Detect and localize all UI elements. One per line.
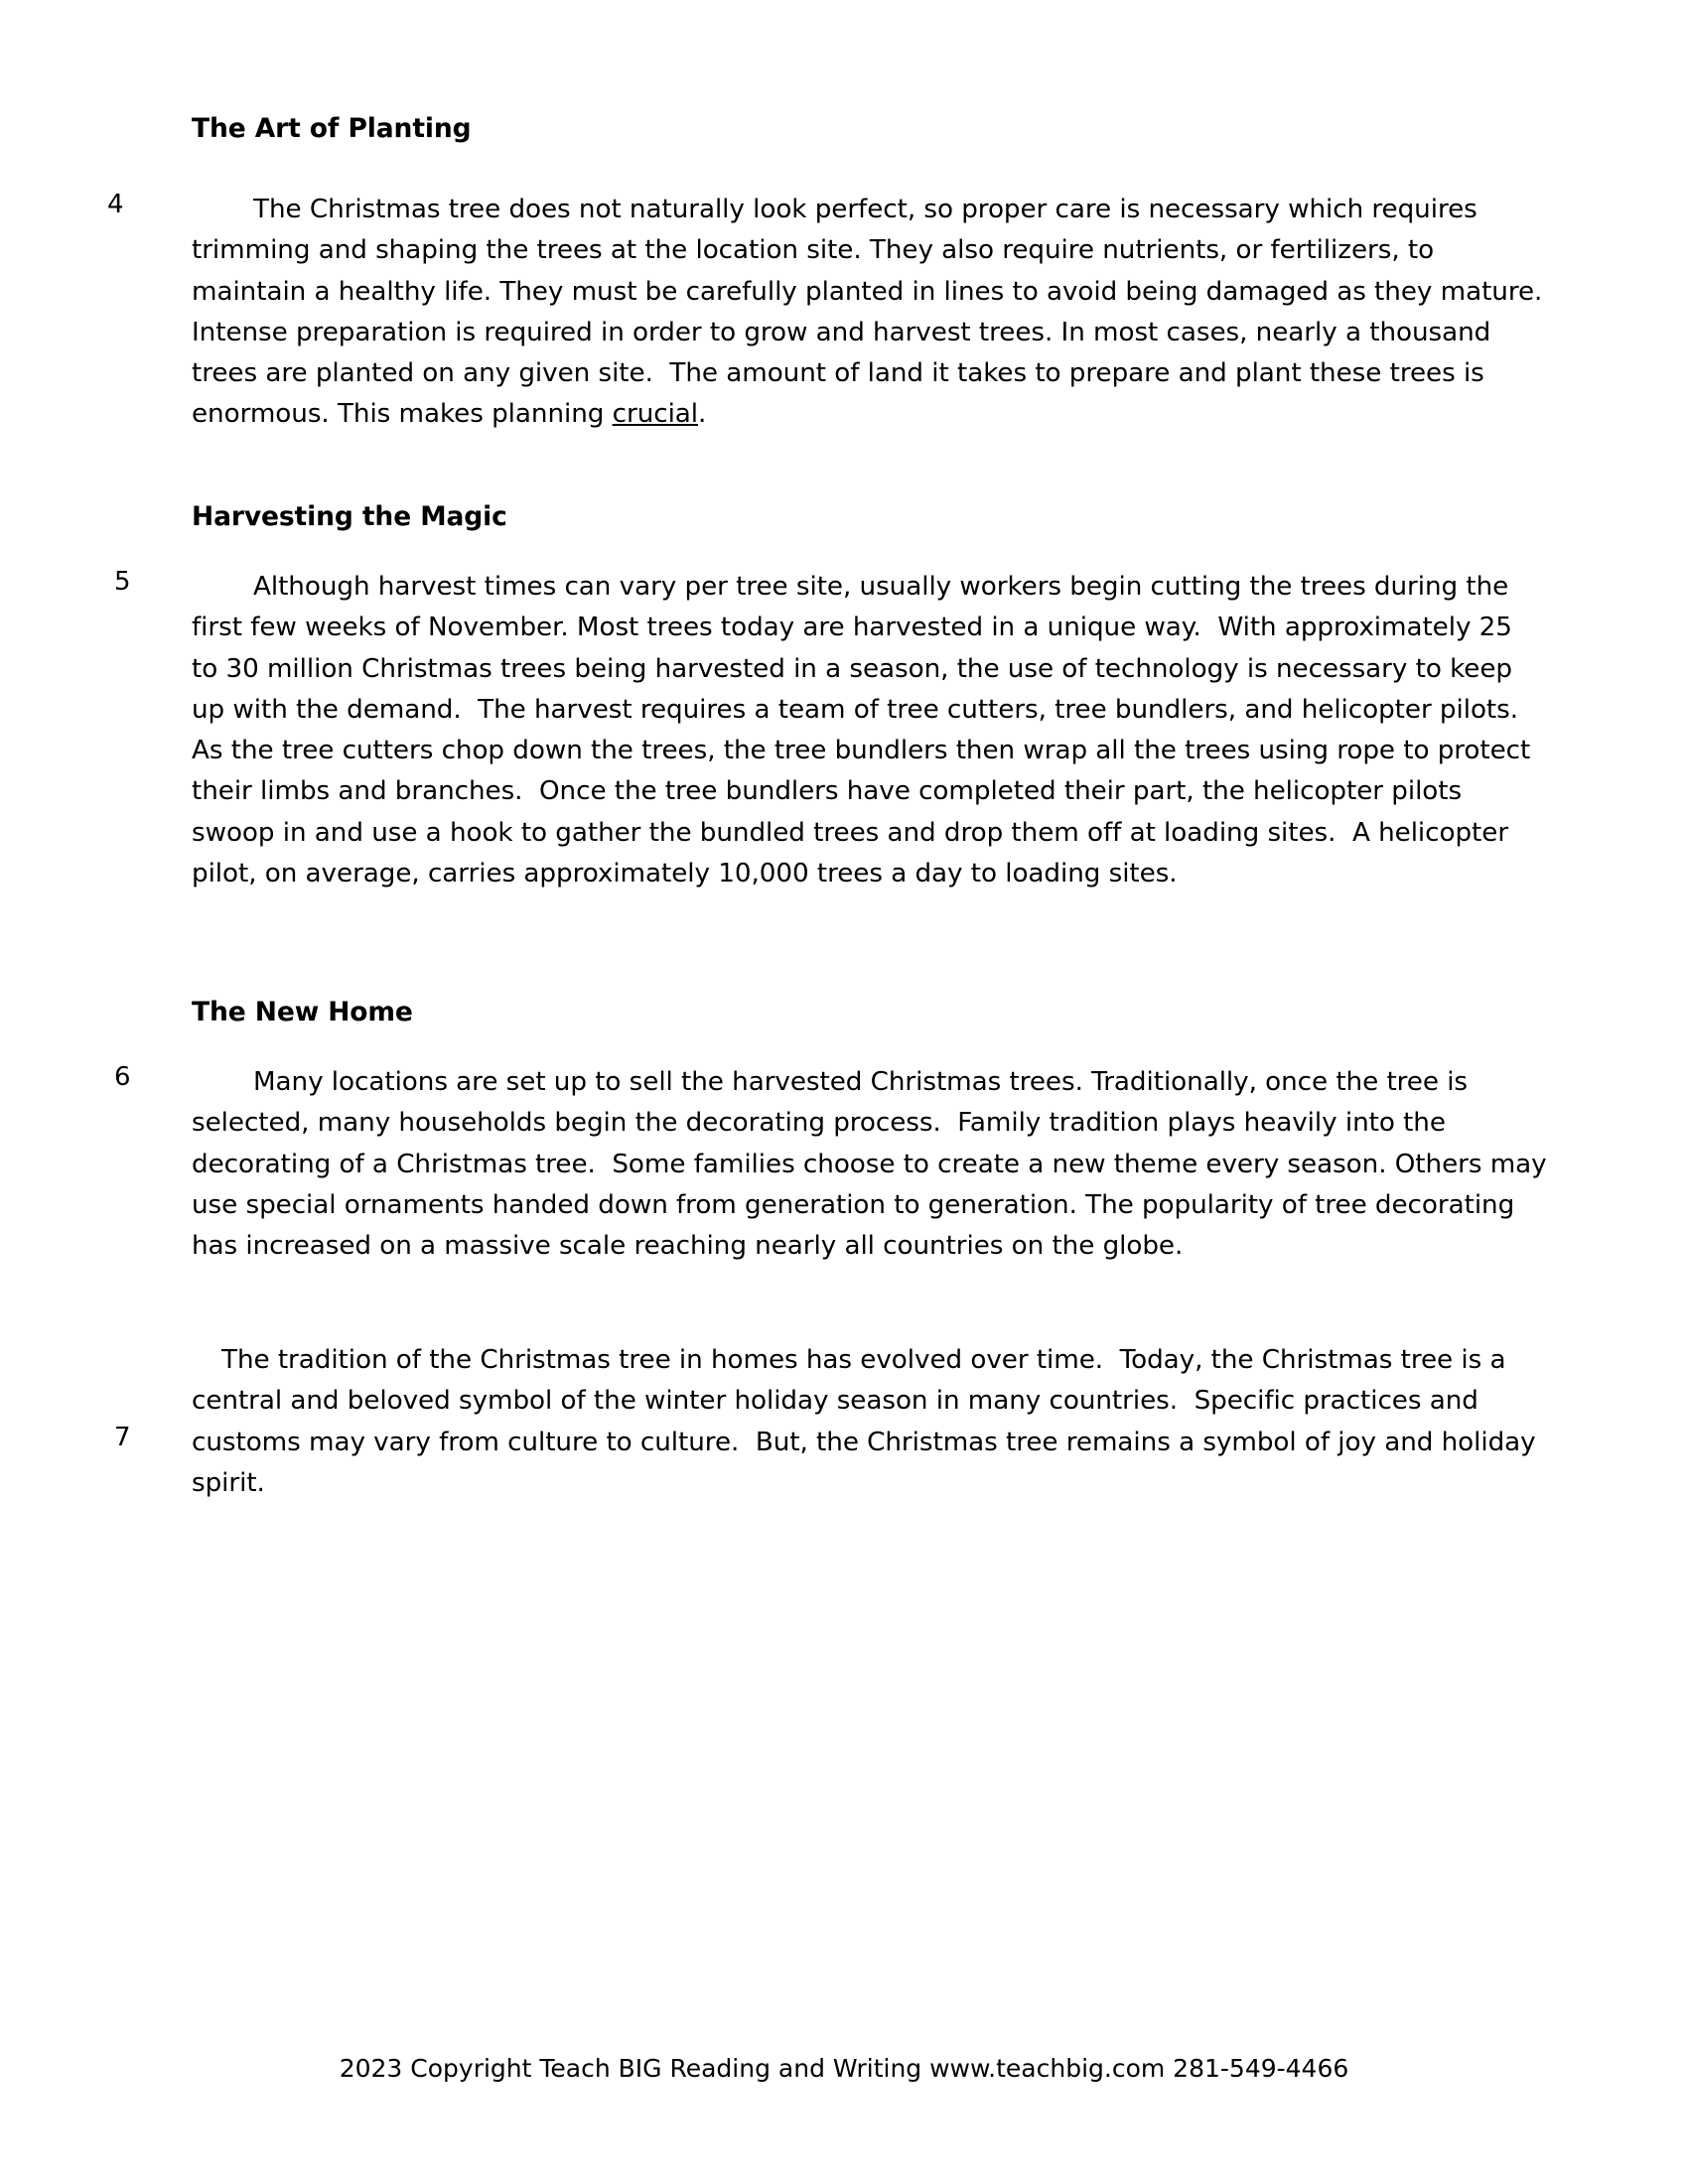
paragraph-number-7: 7 — [114, 1423, 131, 1452]
paragraph-4-text-after-vocab: . — [698, 399, 707, 430]
paragraph-number-5: 5 — [114, 567, 131, 597]
section-heading-art-of-planting: The Art of Planting — [192, 113, 472, 144]
paragraph-number-6: 6 — [114, 1062, 131, 1092]
paragraph-4-text-before-vocab: The Christmas tree does not naturally look perfect, so proper care is necessary which requires trimming and shaping the trees at the location site. They also require nutrients, or fertilizers, to maintain a healthy life. They must be carefully planted in lines to avoid being damaged as they mature. Intense preparation is required in order to grow and harvest trees. In most cases, nearly a thousand trees are planted on any given site. The amount of land it takes to prepare and plant these trees is enormous. This makes planning — [192, 195, 1559, 430]
section-heading-the-new-home: The New Home — [192, 997, 413, 1027]
vocabulary-word-crucial: crucial — [612, 399, 699, 430]
paragraph-body-6 — [192, 1062, 1555, 1267]
paragraph-6-text: Many locations are set up to sell the harvested Christmas trees. Traditionally, once the tree is selected, many households begin the decorating process. Family tradition plays heavily into the decorating of a Christmas tree. Some families choose to create a new theme every season. Others may use special ornaments handed down from generation to generation. The popularity of tree decorating has increased on a massive scale reaching nearly all countries on the globe. — [192, 1067, 1555, 1262]
section-heading-harvesting-the-magic: Harvesting the Magic — [192, 501, 507, 532]
paragraph-body-4 — [192, 190, 1559, 436]
paragraph-body-7 — [192, 1340, 1547, 1504]
paragraph-body-5 — [192, 567, 1542, 894]
paragraph-number-4: 4 — [107, 190, 124, 219]
paragraph-5-text: Although harvest times can vary per tree site, usually workers begin cutting the trees during the first few weeks of November. Most trees today are harvested in a unique way. With approximately 25 to 30 million Christmas trees being harvested in a season, the use of technology is necessary to keep up with the demand. The harvest requires a team of tree cutters, tree bundlers, and helicopter pilots. As the tree cutters chop down the trees, the tree bundlers then wrap all the trees using rope to protect their limbs and branches. Once the tree bundlers have completed their part, the helicopter pilots swoop in and use a hook to gather the bundled trees and drop them off at loading sites. A helicopter pilot, on average, carries approximately 10,000 trees a day to loading sites. — [192, 572, 1539, 889]
copyright-footer: 2023 Copyright Teach BIG Reading and Writing www.teachbig.com 281-549-4466 — [339, 2054, 1349, 2083]
paragraph-7-text: The tradition of the Christmas tree in homes has evolved over time. Today, the Christmas tree is a central and beloved symbol of the winter holiday season in many countries. Specific practices and customs may vary from culture to culture. But, the Christmas tree remains a symbol of joy and holiday spirit. — [192, 1345, 1544, 1498]
